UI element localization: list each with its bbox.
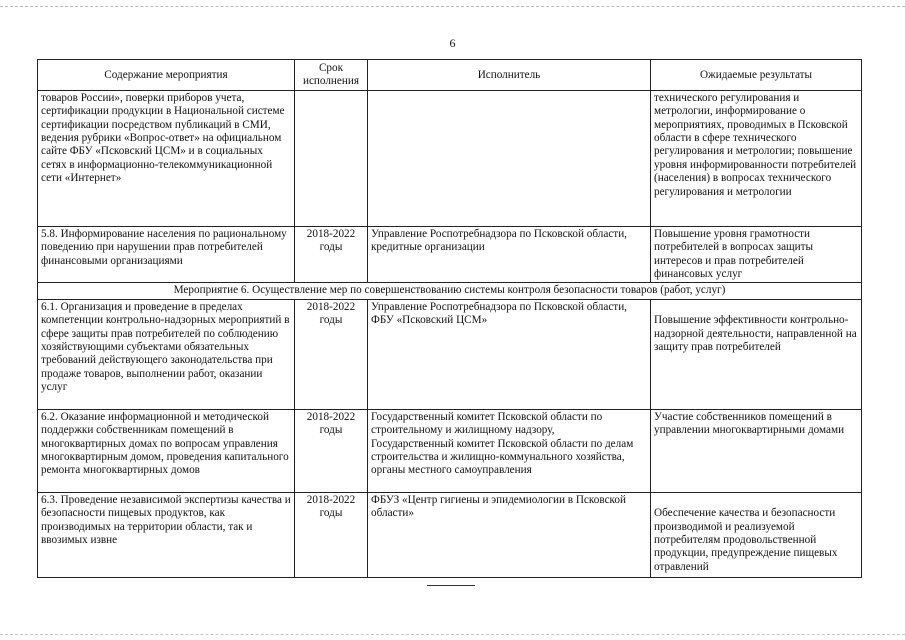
row-executor: [368, 409, 651, 492]
row-executor: [368, 299, 651, 409]
row-executor: [368, 492, 651, 577]
executor-line: ФБУЗ «Центр гигиены и эпидемиологии в Псковской области»: [371, 493, 626, 520]
row-content: 6.2. Оказание информационной и методической поддержки собственникам помещений в многоквартирных домах по вопросам управления многоквартирным домом, проведения капитального ремонта многоквартирных домов: [38, 409, 295, 492]
table-header-row: [38, 60, 862, 91]
row-content: 6.3. Проведение независимой экспертизы качества и безопасности пищевых продуктов, как производимых на территории области, так и ввозимых извне: [38, 492, 295, 577]
executor-line: кредитные организации: [371, 241, 485, 254]
table-row: [38, 409, 862, 492]
row-content: 6.1. Организация и проведение в пределах компетенции контрольно-надзорных мероприятий в сфере защиты прав потребителей по соблюдению хозяйствующими субъектами обязательных требований действующего законодательства при продаже товаров, выполнении работ, оказании услуг: [38, 299, 295, 409]
scan-edge-bottom: [0, 634, 905, 635]
header-term: Срок исполнения: [295, 60, 368, 91]
table-row: [38, 299, 862, 409]
row-executor: [368, 90, 651, 226]
row-term: 2018-2022 годы: [295, 492, 368, 577]
executor-line: Управление Роспотребнадзора по Псковской области,: [371, 300, 627, 313]
row-content: товаров России», поверки приборов учета, сертификации продукции в Национальной системе сертификации посредством публикаций в СМИ, ведения рубрики «Вопрос-ответ» на официальном сайте ФБУ «Псковский ЦСМ» и в социальных сетях в информационно-телекоммуникационной сети «Интернет»: [38, 90, 295, 226]
row-term: 2018-2022 годы: [295, 299, 368, 409]
row-results: [651, 299, 862, 409]
section-heading-row: [38, 283, 862, 299]
results-text: Обеспечение качества и безопасности производимой и реализуемой потребителям продовольственной продукции, предупреждение пищевых отравлений: [654, 507, 838, 573]
table-row: [38, 226, 862, 283]
executor-line: Государственный комитет Псковской области по строительному и жилищному надзору,: [371, 410, 603, 437]
table-row: [38, 492, 862, 577]
row-term: 2018-2022 годы: [295, 409, 368, 492]
row-executor: [368, 226, 651, 283]
section-heading: Мероприятие 6. Осуществление мер по совершенствованию системы контроля безопасности товаров (работ, услуг): [38, 283, 862, 299]
measures-table: [37, 59, 862, 578]
row-results: [651, 492, 862, 577]
executor-line: ФБУ «Псковский ЦСМ»: [371, 314, 488, 327]
row-results: Участие собственников помещений в управлении многоквартирными домами: [651, 409, 862, 492]
header-executor: Исполнитель: [368, 60, 651, 91]
footer-rule: [427, 585, 475, 586]
header-content: Содержание мероприятия: [38, 60, 295, 91]
row-results: Повышение уровня грамотности потребителей в вопросах защиты интересов и прав потребителей финансовых услуг: [651, 226, 862, 283]
page-number: 6: [449, 36, 456, 50]
executor-line: Государственный комитет Псковской области по делам строительства и жилищно-коммунального хозяйства, органы местного самоуправления: [371, 437, 634, 477]
executor-line: Управление Роспотребнадзора по Псковской области,: [371, 227, 627, 240]
header-results: Ожидаемые результаты: [651, 60, 862, 91]
row-term: 2018-2022 годы: [295, 226, 368, 283]
row-term: [295, 90, 368, 226]
results-text: Повышение эффективности контрольно-надзорной деятельности, направленной на защиту прав потребителей: [654, 314, 857, 354]
table-row: [38, 90, 862, 226]
row-results: технического регулирования и метрологии, информирование о мероприятиях, проводимых в Псковской области в сфере технического регулирования и метрологии; повышение уровня информированности потребителей (населения) в вопросах технического регулирования и метрологии: [651, 90, 862, 226]
row-content: 5.8. Информирование населения по рациональному поведению при нарушении прав потребителей финансовыми организациями: [38, 226, 295, 283]
scan-edge-top: [0, 6, 905, 7]
